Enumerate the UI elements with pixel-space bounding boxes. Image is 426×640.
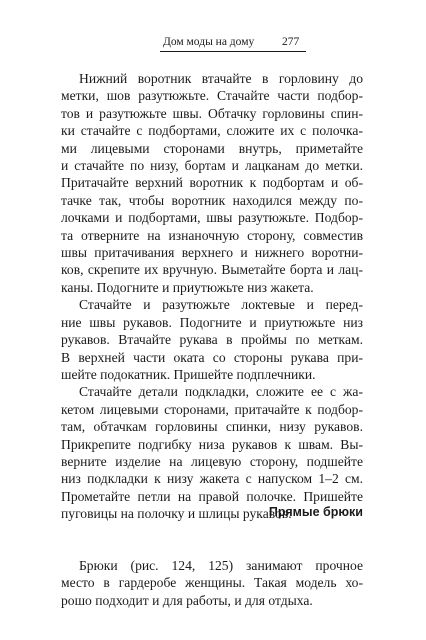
paragraph	[61, 383, 363, 522]
section-heading: Прямые брюки	[268, 505, 363, 519]
text-line: швы притачивания верхнего и нижнего воротни-	[61, 245, 363, 261]
text-line: Прикрепите подгибку низа рукавов к швам. Вы-	[61, 436, 363, 452]
text-line: пуговицы на полочку и шлицы рукавов.	[61, 506, 292, 522]
text-line: кетом лицевыми сторонами, притачайте к подбор-	[61, 401, 363, 417]
text-line: та отверните на изнаночную сторону, совместив	[61, 227, 363, 243]
text-line: Брюки (рис. 124, 125) занимают прочное	[79, 558, 363, 573]
text-line: рукавов. Втачайте рукава в проймы по меткам.	[61, 332, 363, 348]
paragraph	[61, 557, 363, 609]
text-line: ми лицевыми сторонами внутрь, приметайте	[61, 140, 363, 156]
text-line: Нижний воротник втачайте в горловину до	[79, 71, 363, 86]
text-line: Прометайте петли на правой полочке. Пришейте	[61, 488, 363, 504]
text-line: низ подкладки к низу жакета с напуском 1–2 см.	[61, 471, 363, 487]
text-line: тов и разутюжьте швы. Обтачку горловины спин-	[61, 105, 363, 121]
paragraph	[61, 70, 363, 296]
page-number: 277	[282, 36, 300, 48]
text-line: и стачайте по низу, бортам и лацканам до метки.	[61, 158, 363, 174]
text-line: В верхней части оката со стороны рукава при-	[61, 349, 363, 365]
text-line: шейте подокатник. Пришейте подплечники.	[61, 366, 316, 382]
header-rule	[160, 51, 306, 52]
text-line: метки, шов разутюжьте. Стачайте части подбор-	[61, 88, 363, 104]
body-text-upper	[61, 70, 363, 523]
text-line: Стачайте и разутюжьте локтевые и перед-	[79, 297, 363, 313]
text-line: верните изделие на лицевую сторону, подшейте	[61, 453, 363, 469]
paragraph	[61, 296, 363, 383]
text-line: место в гардеробе женщины. Такая модель хо-	[61, 575, 363, 591]
running-title: Дом моды на дому	[163, 36, 255, 48]
text-line: рошо подходит и для работы, и для отдыха.	[61, 592, 313, 608]
text-line: ков, скрепите их вручную. Выметайте борта и лац-	[61, 262, 363, 278]
text-line: тачке так, чтобы воротник находился между по-	[61, 192, 363, 208]
text-line: Притачайте верхний воротник к подбортам и об-	[61, 175, 363, 191]
text-line: лочками и подбортами, швы разутюжьте. Подбор-	[61, 210, 363, 226]
text-line: ки стачайте с подбортами, сложите их с полочка-	[61, 123, 363, 139]
text-line: Стачайте детали подкладки, сложите ее с жа-	[79, 384, 363, 400]
body-text-lower	[61, 557, 363, 609]
text-line: ние швы рукавов. Подогните и приутюжьте низ	[61, 314, 363, 330]
text-line: там, обтачкам горловины спинки, низу рукавов.	[61, 419, 363, 435]
text-line: каны. Подогните и приутюжьте низ жакета.	[61, 279, 314, 295]
